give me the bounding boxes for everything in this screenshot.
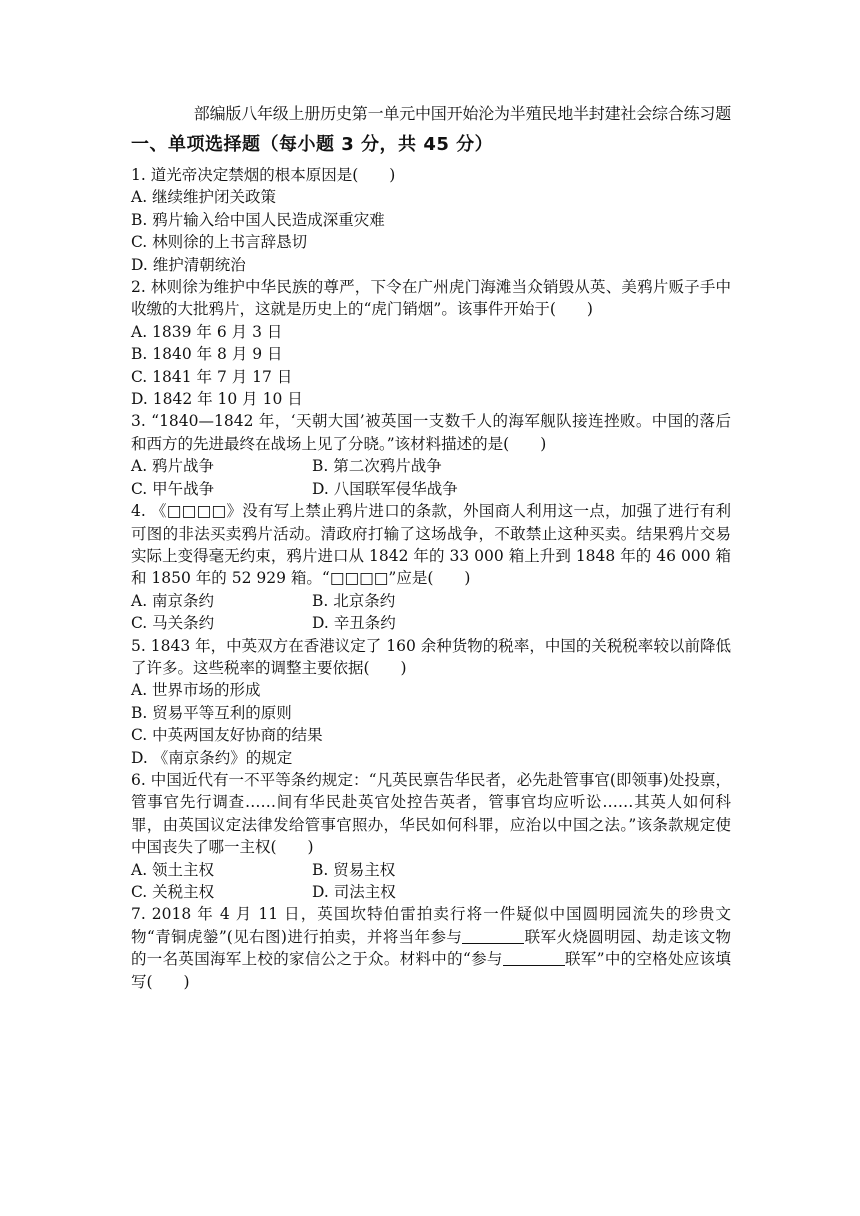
option-row — [131, 590, 731, 612]
option-a: A. 领土主权 — [131, 860, 215, 879]
question-6 — [131, 769, 731, 903]
option-c: C. 关税主权 — [131, 883, 215, 901]
question-stem: 3. “1840—1842 年，‘天朝大国’被英国一支数千人的海军舰队接连挫败。中国的落后和西方的先进最终在战场上见了分晓。”该材料描述的是( ) — [131, 412, 731, 453]
option-row — [131, 478, 731, 500]
option-b: B. 贸易平等互利的原则 — [131, 703, 292, 722]
option-c: C. 马关条约 — [131, 614, 215, 633]
stem-part: 联军火烧圆明园、劫走该文物的一名英国海军上校的家信公之于众。材料中的“参与 — [131, 927, 731, 969]
option-row — [131, 859, 731, 881]
option-c: C. 1841 年 7 月 17 日 — [131, 367, 293, 386]
stem-part: 联军”中的空格处应该填写( ) — [131, 950, 731, 991]
option-b: B. 1840 年 8 月 9 日 — [131, 345, 283, 364]
option-a: A. 世界市场的形成 — [131, 681, 261, 700]
question-7 — [131, 903, 731, 993]
option-row — [131, 881, 731, 903]
question-stem — [131, 903, 731, 993]
option-d: D. 维护清朝统治 — [131, 255, 246, 274]
question-stem: 5. 1843 年，中英双方在香港议定了 160 余种货物的税率，中国的关税税率较以前降低了许多。这些税率的调整主要依据( ) — [131, 636, 731, 677]
option-d: D. 1842 年 10 月 10 日 — [131, 390, 303, 409]
option-c: C. 林则徐的上书言辞恳切 — [131, 233, 308, 252]
option-c: C. 中英两国友好协商的结果 — [131, 726, 323, 745]
question-3 — [131, 410, 731, 500]
option-b: B. 第二次鸦片战争 — [312, 457, 442, 476]
option-a: A. 鸦片战争 — [131, 457, 215, 476]
question-2 — [131, 276, 731, 410]
question-stem: 1. 道光帝决定禁烟的根本原因是( ) — [131, 166, 396, 184]
question-stem: 4. 《□□□□》没有写上禁止鸦片进口的条款，外国商人利用这一点，加强了进行有利可图的非法买卖鸦片活动。清政府打输了这场战争，不敢禁止这种买卖。结果鸦片交易实际上变得毫无约束，鸦片进口从 1842 年的 33 000 箱上升到 1848 年的 46 000 箱和 1850 年的 52 929 箱。“□□□□”应是( ) — [131, 502, 731, 588]
document-title: 部编版八年级上册历史第一单元中国开始沦为半殖民地半封建社会综合练习题 — [193, 104, 731, 123]
option-d: D. 辛丑条约 — [312, 614, 396, 633]
answer-blank — [503, 950, 565, 966]
stem-part: 7. 2018 年 4 月 11 日，英国坎特伯雷拍卖行将一件疑似中国圆明园流失的珍贵文物“青铜虎鎣”(见右图)进行拍卖，并将当年参与 — [131, 905, 731, 946]
question-5 — [131, 635, 731, 769]
option-d: D. 司法主权 — [312, 883, 396, 901]
document-page — [131, 101, 731, 993]
option-a: A. 继续维护闭关政策 — [131, 188, 277, 207]
option-b: B. 北京条约 — [312, 591, 396, 610]
question-1 — [131, 164, 731, 276]
option-a: A. 南京条约 — [131, 591, 215, 610]
answer-blank — [462, 928, 524, 944]
section-heading: 一、单项选择题（每小题 3 分，共 45 分） — [131, 134, 494, 155]
option-a: A. 1839 年 6 月 3 日 — [131, 322, 283, 341]
option-d: D. 《南京条约》的规定 — [131, 748, 293, 767]
option-row — [131, 455, 731, 477]
question-stem: 6. 中国近代有一不平等条约规定：“凡英民禀告华民者，必先赴管事官(即领事)处投禀，管事官先行调查……间有华民赴英官处控告英者，管事官均应听讼……其英人如何科罪，由英国议定法律发给管事官照办，华民如何科罪，应治以中国之法。”该条款规定使中国丧失了哪一主权( ) — [131, 770, 731, 857]
option-c: C. 甲午战争 — [131, 479, 215, 498]
option-b: B. 贸易主权 — [312, 860, 396, 879]
question-stem: 2. 林则徐为维护中华民族的尊严，下令在广州虎门海滩当众销毁从英、美鸦片贩子手中收缴的大批鸦片，这就是历史上的“虎门销烟”。该事件开始于( ) — [131, 278, 731, 319]
option-row — [131, 612, 731, 634]
option-b: B. 鸦片输入给中国人民造成深重灾难 — [131, 210, 385, 229]
option-d: D. 八国联军侵华战争 — [312, 479, 458, 498]
question-4 — [131, 500, 731, 634]
